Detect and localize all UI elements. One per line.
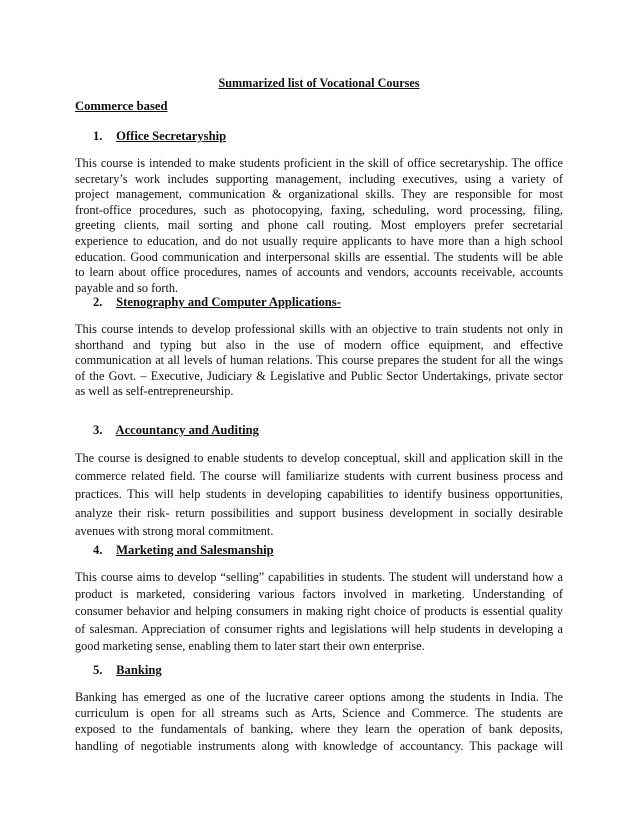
text-line: shorthand and typing but also in the use of modern office equipment, and effective <box>75 337 563 352</box>
text-line: This course intends to develop professional skills with an objective to train students not only in <box>75 322 563 336</box>
course-description-stenography <box>75 322 563 400</box>
text-line: The course is designed to enable students to develop conceptual, skill and application skill in the <box>75 451 563 465</box>
course-heading-accountancy <box>93 423 259 438</box>
text-line: experience to education, and do not usually require applicants to have more than a high school <box>75 233 563 248</box>
text-line: greeting clients, mail sorting and phone call routing. Most employers prefer secretarial <box>75 218 563 233</box>
course-description-marketing <box>75 569 563 655</box>
course-number: 3. <box>93 423 103 437</box>
course-heading-banking <box>93 663 162 678</box>
course-name: Stenography and Computer Applications- <box>116 295 341 309</box>
text-line: avenues with strong moral commitment. <box>75 523 274 538</box>
section-heading: Commerce based <box>75 99 168 113</box>
text-line: payable and so forth. <box>75 280 179 295</box>
text-line: project management, communication & organizational skills. They are responsible for most <box>75 187 563 202</box>
text-line: of the Govt. – Executive, Judiciary & Legislative and Public Sector Undertakings, private sector <box>75 368 563 383</box>
text-line: product is marketed, considering various factors involved in marketing. Understanding of <box>75 587 563 602</box>
text-line: curriculum is open for all streams such as Arts, Science and Commerce. The students are <box>75 706 563 721</box>
course-heading-office-secretaryship <box>93 129 226 144</box>
course-number: 4. <box>93 543 103 557</box>
text-line: analyze their risk- return possibilities and support business development in socially desirable <box>75 505 563 520</box>
text-line: good marketing sense, enabling them to later start their own enterprise. <box>75 638 425 653</box>
course-heading-stenography <box>93 295 341 310</box>
course-description-accountancy <box>75 449 563 540</box>
course-description-office-secretaryship <box>75 156 563 296</box>
text-line: consumer behavior and helping consumers in making right choice of products is essential quality <box>75 604 563 619</box>
text-line: This course aims to develop “selling” capabilities in students. The student will understand how a <box>75 570 563 584</box>
text-line: exposed to the fundamentals of banking, where they learn the operation of bank deposits, <box>75 722 563 737</box>
text-line: of salesman. Appreciation of consumer rights and legislations will help students in developing a <box>75 621 563 636</box>
document-title: Summarized list of Vocational Courses <box>218 76 420 90</box>
course-heading-marketing <box>93 543 274 558</box>
course-name: Banking <box>116 663 162 677</box>
course-name: Marketing and Salesmanship <box>116 543 274 557</box>
text-line: education. Good communication and interpersonal skills are essential. The students will be able <box>75 249 563 264</box>
text-line: This course is intended to make students proficient in the skill of office secretaryship. The office <box>75 156 563 170</box>
course-description-banking <box>75 689 563 754</box>
text-line: Banking has emerged as one of the lucrative career options among the students in India. The <box>75 690 563 704</box>
course-number: 1. <box>93 129 103 143</box>
text-line: to learn about office procedures, names of accounts and vendors, accounts receivable, accounts <box>75 265 563 280</box>
text-line: communication at all levels of human relations. This course prepares the student for all the wings <box>75 353 563 368</box>
course-name: Accountancy and Auditing <box>115 423 259 437</box>
text-line: secretary’s work includes supporting management, including executives, using a variety of <box>75 171 563 186</box>
text-line: as well as self-entrepreneurship. <box>75 384 234 399</box>
text-line: practices. This will help students in developing capabilities to identify business opportunities, <box>75 487 563 502</box>
course-number: 2. <box>93 295 103 309</box>
text-line: front-office procedures, such as photocopying, faxing, scheduling, word processing, filing, <box>75 202 563 217</box>
text-line: commerce related field. The course will familiarize students with current business process and <box>75 469 563 484</box>
course-number: 5. <box>93 663 103 677</box>
course-name: Office Secretaryship <box>116 129 227 143</box>
text-line: handling of negotiable instruments along with knowledge of accountancy. This package will <box>75 738 563 753</box>
